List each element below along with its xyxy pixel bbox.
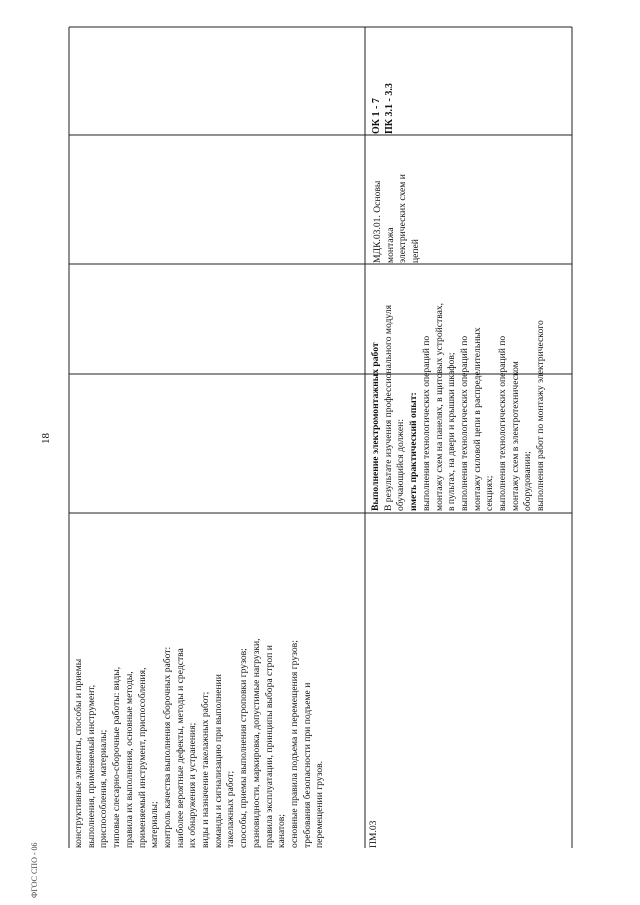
text-line: правила эксплуатации, принципы выбора строп и: [263, 645, 275, 848]
page-number: 18: [40, 433, 52, 444]
text-line: их обнаружения и устранения;: [187, 722, 199, 848]
text-line: способы, приемы выполнения строповки грузов;: [238, 648, 250, 848]
text-line: такелажных работ;: [225, 770, 237, 848]
text-line: виды и назначение такелажных работ;: [200, 691, 212, 848]
text-line: контроль качества выполнения сборочных работ:: [161, 646, 173, 848]
experience-label: иметь практический опыт:: [408, 392, 420, 511]
text-line: секциях;: [484, 475, 496, 511]
text-line: приспособления, материалы;: [98, 729, 110, 848]
text-line: монтажа: [384, 227, 396, 263]
text-line: перемещении грузов.: [314, 760, 326, 848]
text-line: в пультах, на двери и крышки шкафов;: [446, 352, 458, 511]
module-description: [370, 303, 548, 511]
text-line: выполнения технологических операций по: [420, 335, 432, 511]
text-line: конструктивные элементы, способы и приемы: [73, 658, 84, 848]
text-line: канатов;: [276, 814, 288, 848]
text-line: требования безопасности при подъеме и: [301, 682, 313, 848]
text-line: команды и сигнализацию при выполнении: [212, 674, 224, 848]
text-line: основные правила подъема и перемещения грузов;: [288, 640, 300, 848]
text-line: В результате изучения профессионального модуля: [382, 305, 394, 511]
competency-codes: [371, 83, 396, 134]
competency-code: ПК 3.1 - 3.3: [383, 83, 395, 134]
upper-row-knowledge-text: [73, 638, 327, 848]
text-line: монтажу схем на панелях, в щитовых устройствах,: [433, 302, 445, 511]
text-line: электрических схем и: [397, 174, 409, 263]
text-line: типовые слесарно-сборочные работы: виды,: [111, 666, 123, 848]
course-name: [372, 174, 423, 263]
text-line: цепей: [410, 239, 422, 263]
text-line: МДК.03.01. Основы: [372, 180, 383, 263]
text-line: разновидности, маркировка, допустимые нагрузки,: [250, 638, 262, 848]
text-line: выполнения технологических операций по: [497, 335, 509, 511]
text-line: выполнения, применяемый инструмент,: [85, 684, 97, 848]
text-line: наиболее вероятные дефекты, методы и средства: [174, 648, 186, 848]
footer-code: ФГОС СПО - 06: [30, 842, 39, 898]
text-line: материалы;: [149, 801, 161, 848]
module-index: ПМ.03: [368, 820, 379, 848]
text-line: выполнения технологических операций по: [458, 335, 470, 511]
text-line: монтажу силовой цепи в распределительных: [471, 327, 483, 511]
text-line: правила их выполнения, основные методы,: [123, 671, 135, 848]
text-line: выполнения работ по монтажу электрического: [535, 320, 547, 511]
competency-code: ОК 1 - 7: [371, 98, 382, 134]
text-line: обучающийся должен:: [395, 419, 407, 511]
text-line: оборудовании;: [522, 451, 534, 511]
text-line: монтажу схем в электротехническом: [509, 361, 521, 511]
module-title: Выполнение электромонтажных работ: [370, 342, 381, 511]
text-line: применяемый инструмент, приспособления,: [136, 667, 148, 848]
